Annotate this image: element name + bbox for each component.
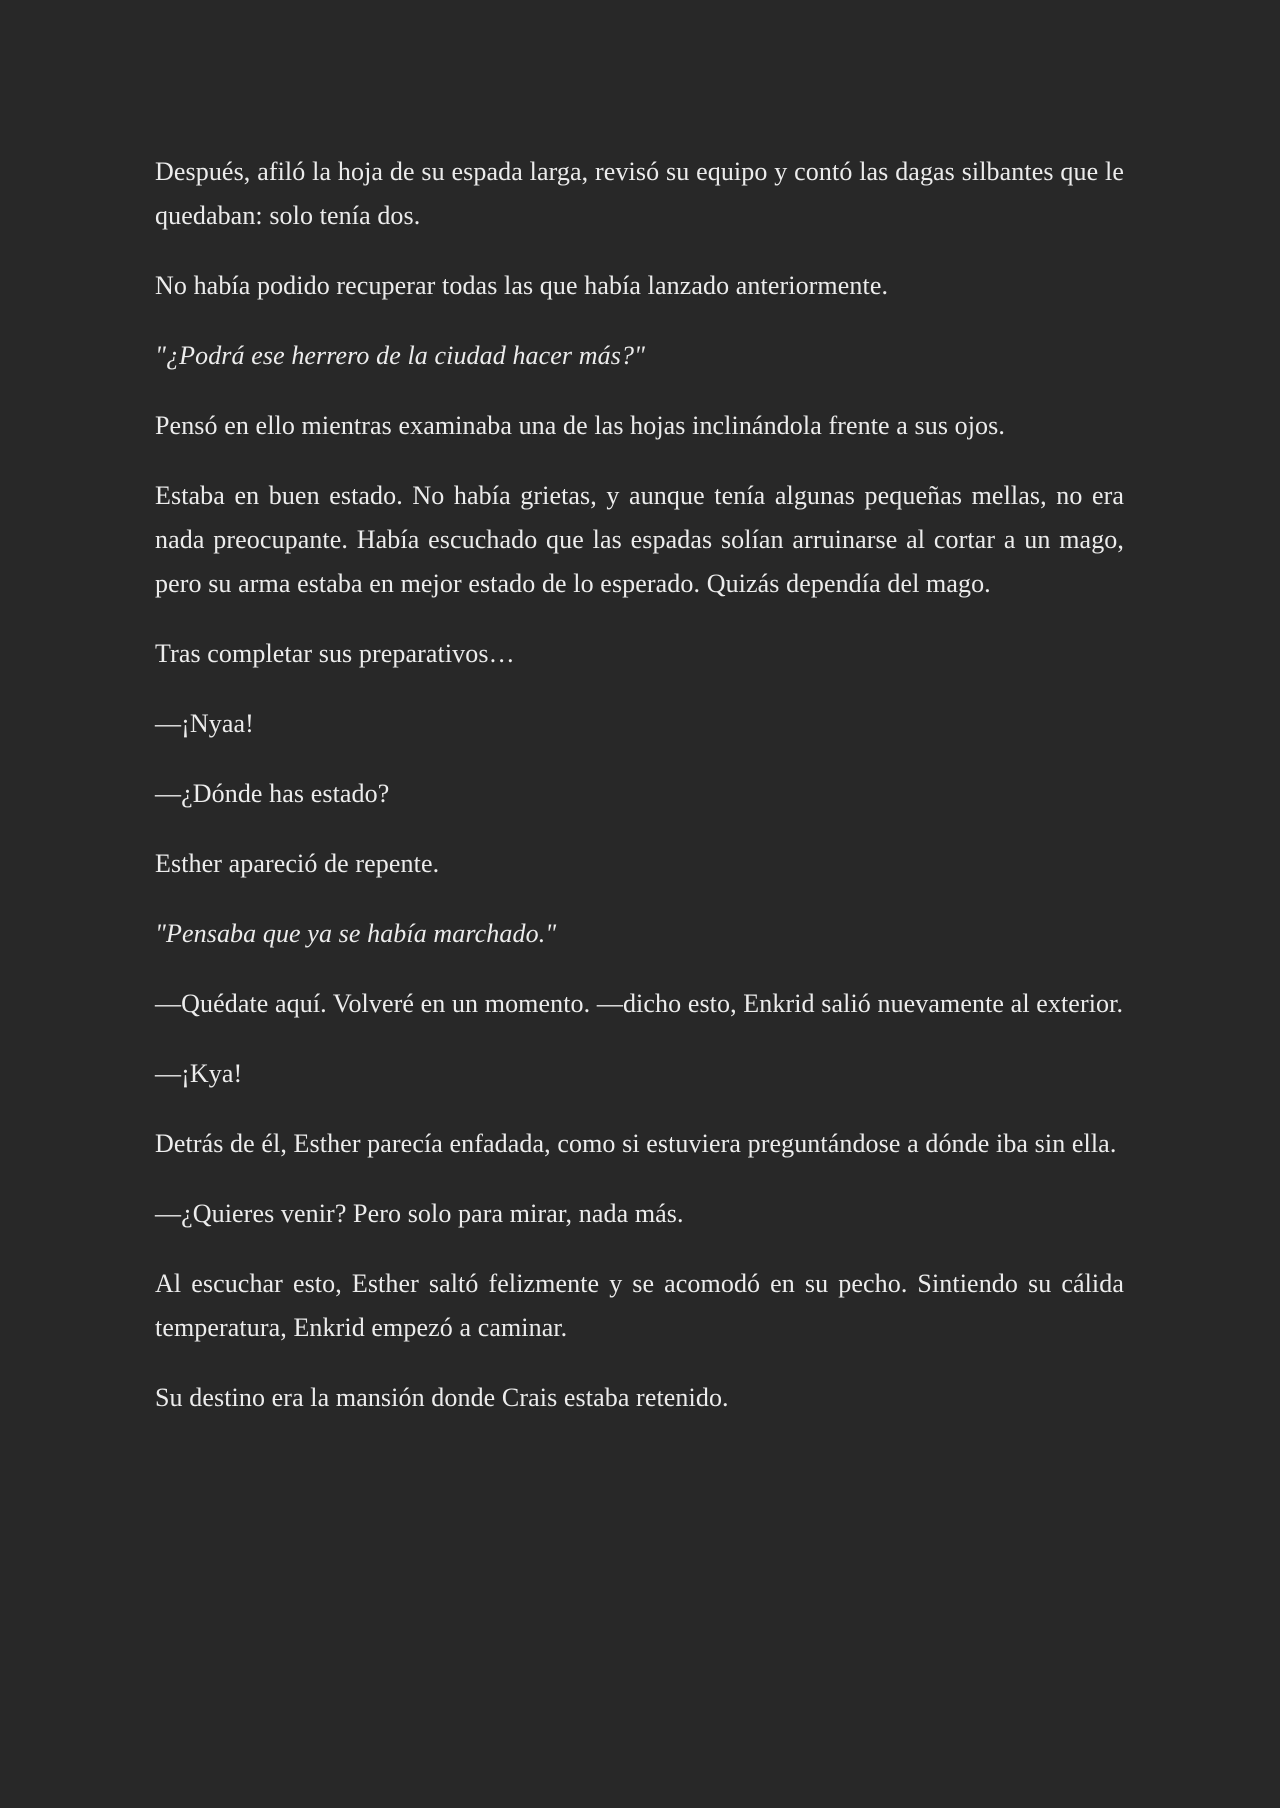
paragraph-thought: "¿Podrá ese herrero de la ciudad hacer más?" <box>155 341 646 370</box>
paragraph: Después, afiló la hoja de su espada larga, revisó su equipo y contó las dagas silbantes que le quedaban: solo tenía dos. <box>155 157 1124 230</box>
paragraph-dialogue: —¡Nyaa! <box>155 709 254 738</box>
paragraph: Estaba en buen estado. No había grietas, y aunque tenía algunas pequeñas mellas, no era nada preocupante. Había escuchado que las espadas solían arruinarse al cortar a un mago, pero su arma estaba en mejor estado de lo esperado. Quizás dependía del mago. <box>155 481 1124 598</box>
paragraph: Al escuchar esto, Esther saltó felizmente y se acomodó en su pecho. Sintiendo su cálida temperatura, Enkrid empezó a caminar. <box>155 1269 1124 1342</box>
paragraph: Detrás de él, Esther parecía enfadada, como si estuviera preguntándose a dónde iba sin ella. <box>155 1129 1117 1158</box>
paragraph-dialogue: —Quédate aquí. Volveré en un momento. —dicho esto, Enkrid salió nuevamente al exterior. <box>155 989 1124 1018</box>
paragraph-dialogue: —¿Quieres venir? Pero solo para mirar, nada más. <box>155 1199 684 1228</box>
paragraph-dialogue: —¡Kya! <box>155 1059 243 1088</box>
paragraph: No había podido recuperar todas las que había lanzado anteriormente. <box>155 271 889 300</box>
paragraph: Pensó en ello mientras examinaba una de las hojas inclinándola frente a sus ojos. <box>155 411 1005 440</box>
paragraph: Su destino era la mansión donde Crais estaba retenido. <box>155 1383 729 1412</box>
paragraph: Esther apareció de repente. <box>155 849 440 878</box>
paragraph: Tras completar sus preparativos… <box>155 639 515 668</box>
paragraph-thought: "Pensaba que ya se había marchado." <box>155 919 557 948</box>
paragraph-dialogue: —¿Dónde has estado? <box>155 779 390 808</box>
chapter-text <box>155 150 1124 1446</box>
